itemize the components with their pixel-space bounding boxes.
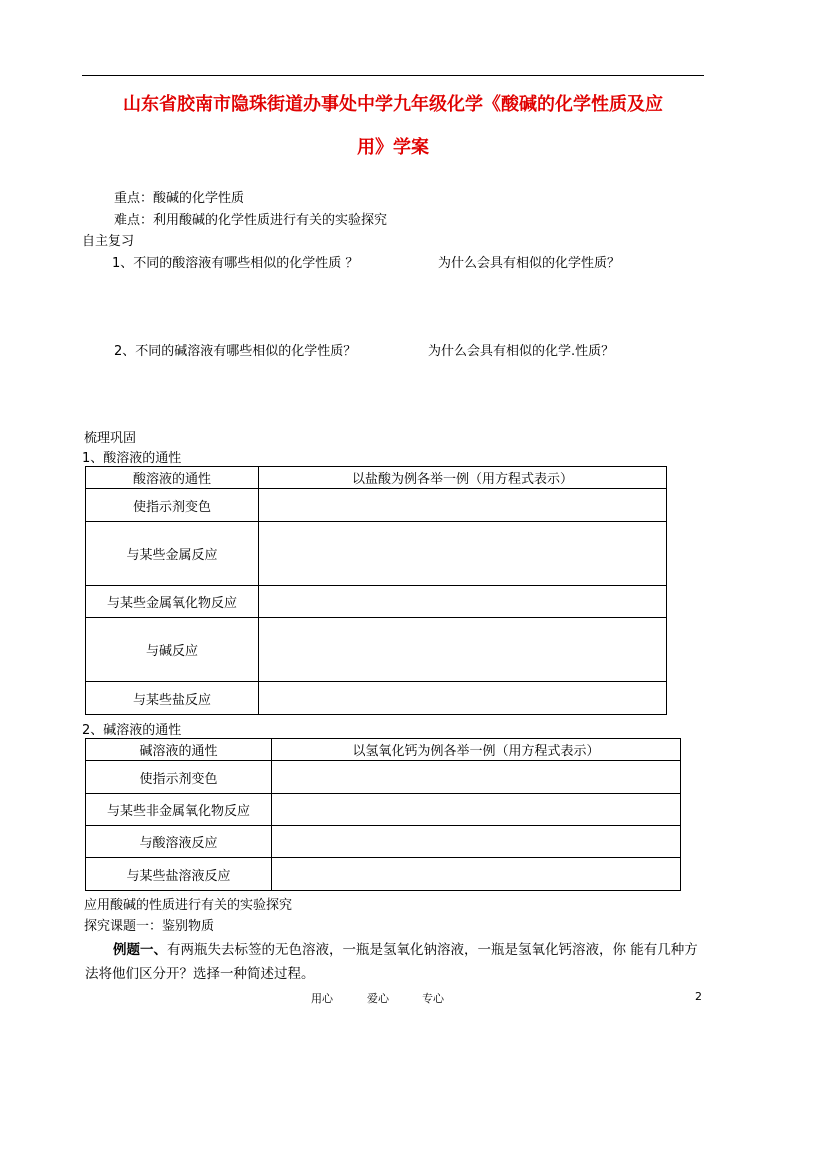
table-row [86, 489, 667, 522]
review-question-2b: 为什么会具有相似的化学.性质？ [428, 344, 615, 359]
answer-cell[interactable] [272, 761, 681, 794]
table-header-row [86, 739, 681, 761]
table-row [86, 858, 681, 891]
key-point: 重点：酸碱的化学性质 [114, 191, 245, 206]
table-cell: 与某些非金属氧化物反应 [86, 794, 272, 826]
page-number: 2 [695, 990, 702, 1003]
base-properties-table [85, 738, 681, 891]
difficulty: 难点：利用酸碱的化学性质进行有关的实验探究 [114, 213, 388, 228]
table-cell: 与某些盐溶液反应 [86, 858, 272, 891]
table-header-cell: 以氢氧化钙为例各举一例（用方程式表示） [272, 739, 681, 761]
footer-motto-3: 专心 [422, 992, 444, 1005]
application-heading: 应用酸碱的性质进行有关的实验探究 [84, 898, 293, 913]
table-row [86, 826, 681, 858]
base-heading: 2、碱溶液的通性 [82, 723, 182, 738]
answer-cell[interactable] [259, 586, 667, 618]
answer-cell[interactable] [272, 826, 681, 858]
acid-properties-table [85, 466, 667, 715]
table-row [86, 522, 667, 586]
table-header-cell: 以盐酸为例各举一例（用方程式表示） [259, 467, 667, 489]
consolidation-heading: 梳理巩固 [84, 431, 137, 446]
answer-cell[interactable] [272, 794, 681, 826]
review-heading: 自主复习 [82, 234, 135, 249]
title-line-1: 山东省胶南市隐珠街道办事处中学九年级化学《酸碱的化学性质及应 [123, 94, 663, 115]
answer-cell[interactable] [259, 682, 667, 715]
table-row [86, 682, 667, 715]
title-line-2: 用》学案 [357, 137, 429, 158]
table-cell: 与某些金属反应 [86, 522, 259, 586]
review-question-1b: 为什么会具有相似的化学性质？ [438, 256, 621, 271]
header-rule [82, 75, 704, 76]
footer-motto-1: 用心 [311, 992, 333, 1005]
table-row [86, 794, 681, 826]
table-cell: 使指示剂变色 [86, 761, 272, 794]
table-cell: 与酸溶液反应 [86, 826, 272, 858]
example-label: 例题一、 [113, 942, 167, 958]
answer-cell[interactable] [259, 522, 667, 586]
answer-cell[interactable] [259, 489, 667, 522]
table-row [86, 761, 681, 794]
table-row [86, 586, 667, 618]
example-text: 有两瓶失去标签的无色溶液，一瓶是氢氧化钠溶液，一瓶是氢氧化钙溶液，你 能有几种方法将他们区分开？选择一种简述过程。 [85, 942, 698, 982]
table-row [86, 618, 667, 682]
table-header-cell: 碱溶液的通性 [86, 739, 272, 761]
table-header-row [86, 467, 667, 489]
table-cell: 与某些盐反应 [86, 682, 259, 715]
table-header-cell: 酸溶液的通性 [86, 467, 259, 489]
table-cell: 使指示剂变色 [86, 489, 259, 522]
table-cell: 与碱反应 [86, 618, 259, 682]
example-paragraph [85, 938, 705, 986]
table-cell: 与某些金属氧化物反应 [86, 586, 259, 618]
footer-motto-2: 爱心 [367, 992, 389, 1005]
topic-heading: 探究课题一：鉴别物质 [84, 919, 215, 934]
review-question-1: 1、不同的酸溶液有哪些相似的化学性质 ？ [112, 256, 359, 271]
acid-heading: 1、酸溶液的通性 [82, 451, 182, 466]
answer-cell[interactable] [259, 618, 667, 682]
answer-cell[interactable] [272, 858, 681, 891]
review-question-2: 2、不同的碱溶液有哪些相似的化学性质？ [114, 344, 357, 359]
